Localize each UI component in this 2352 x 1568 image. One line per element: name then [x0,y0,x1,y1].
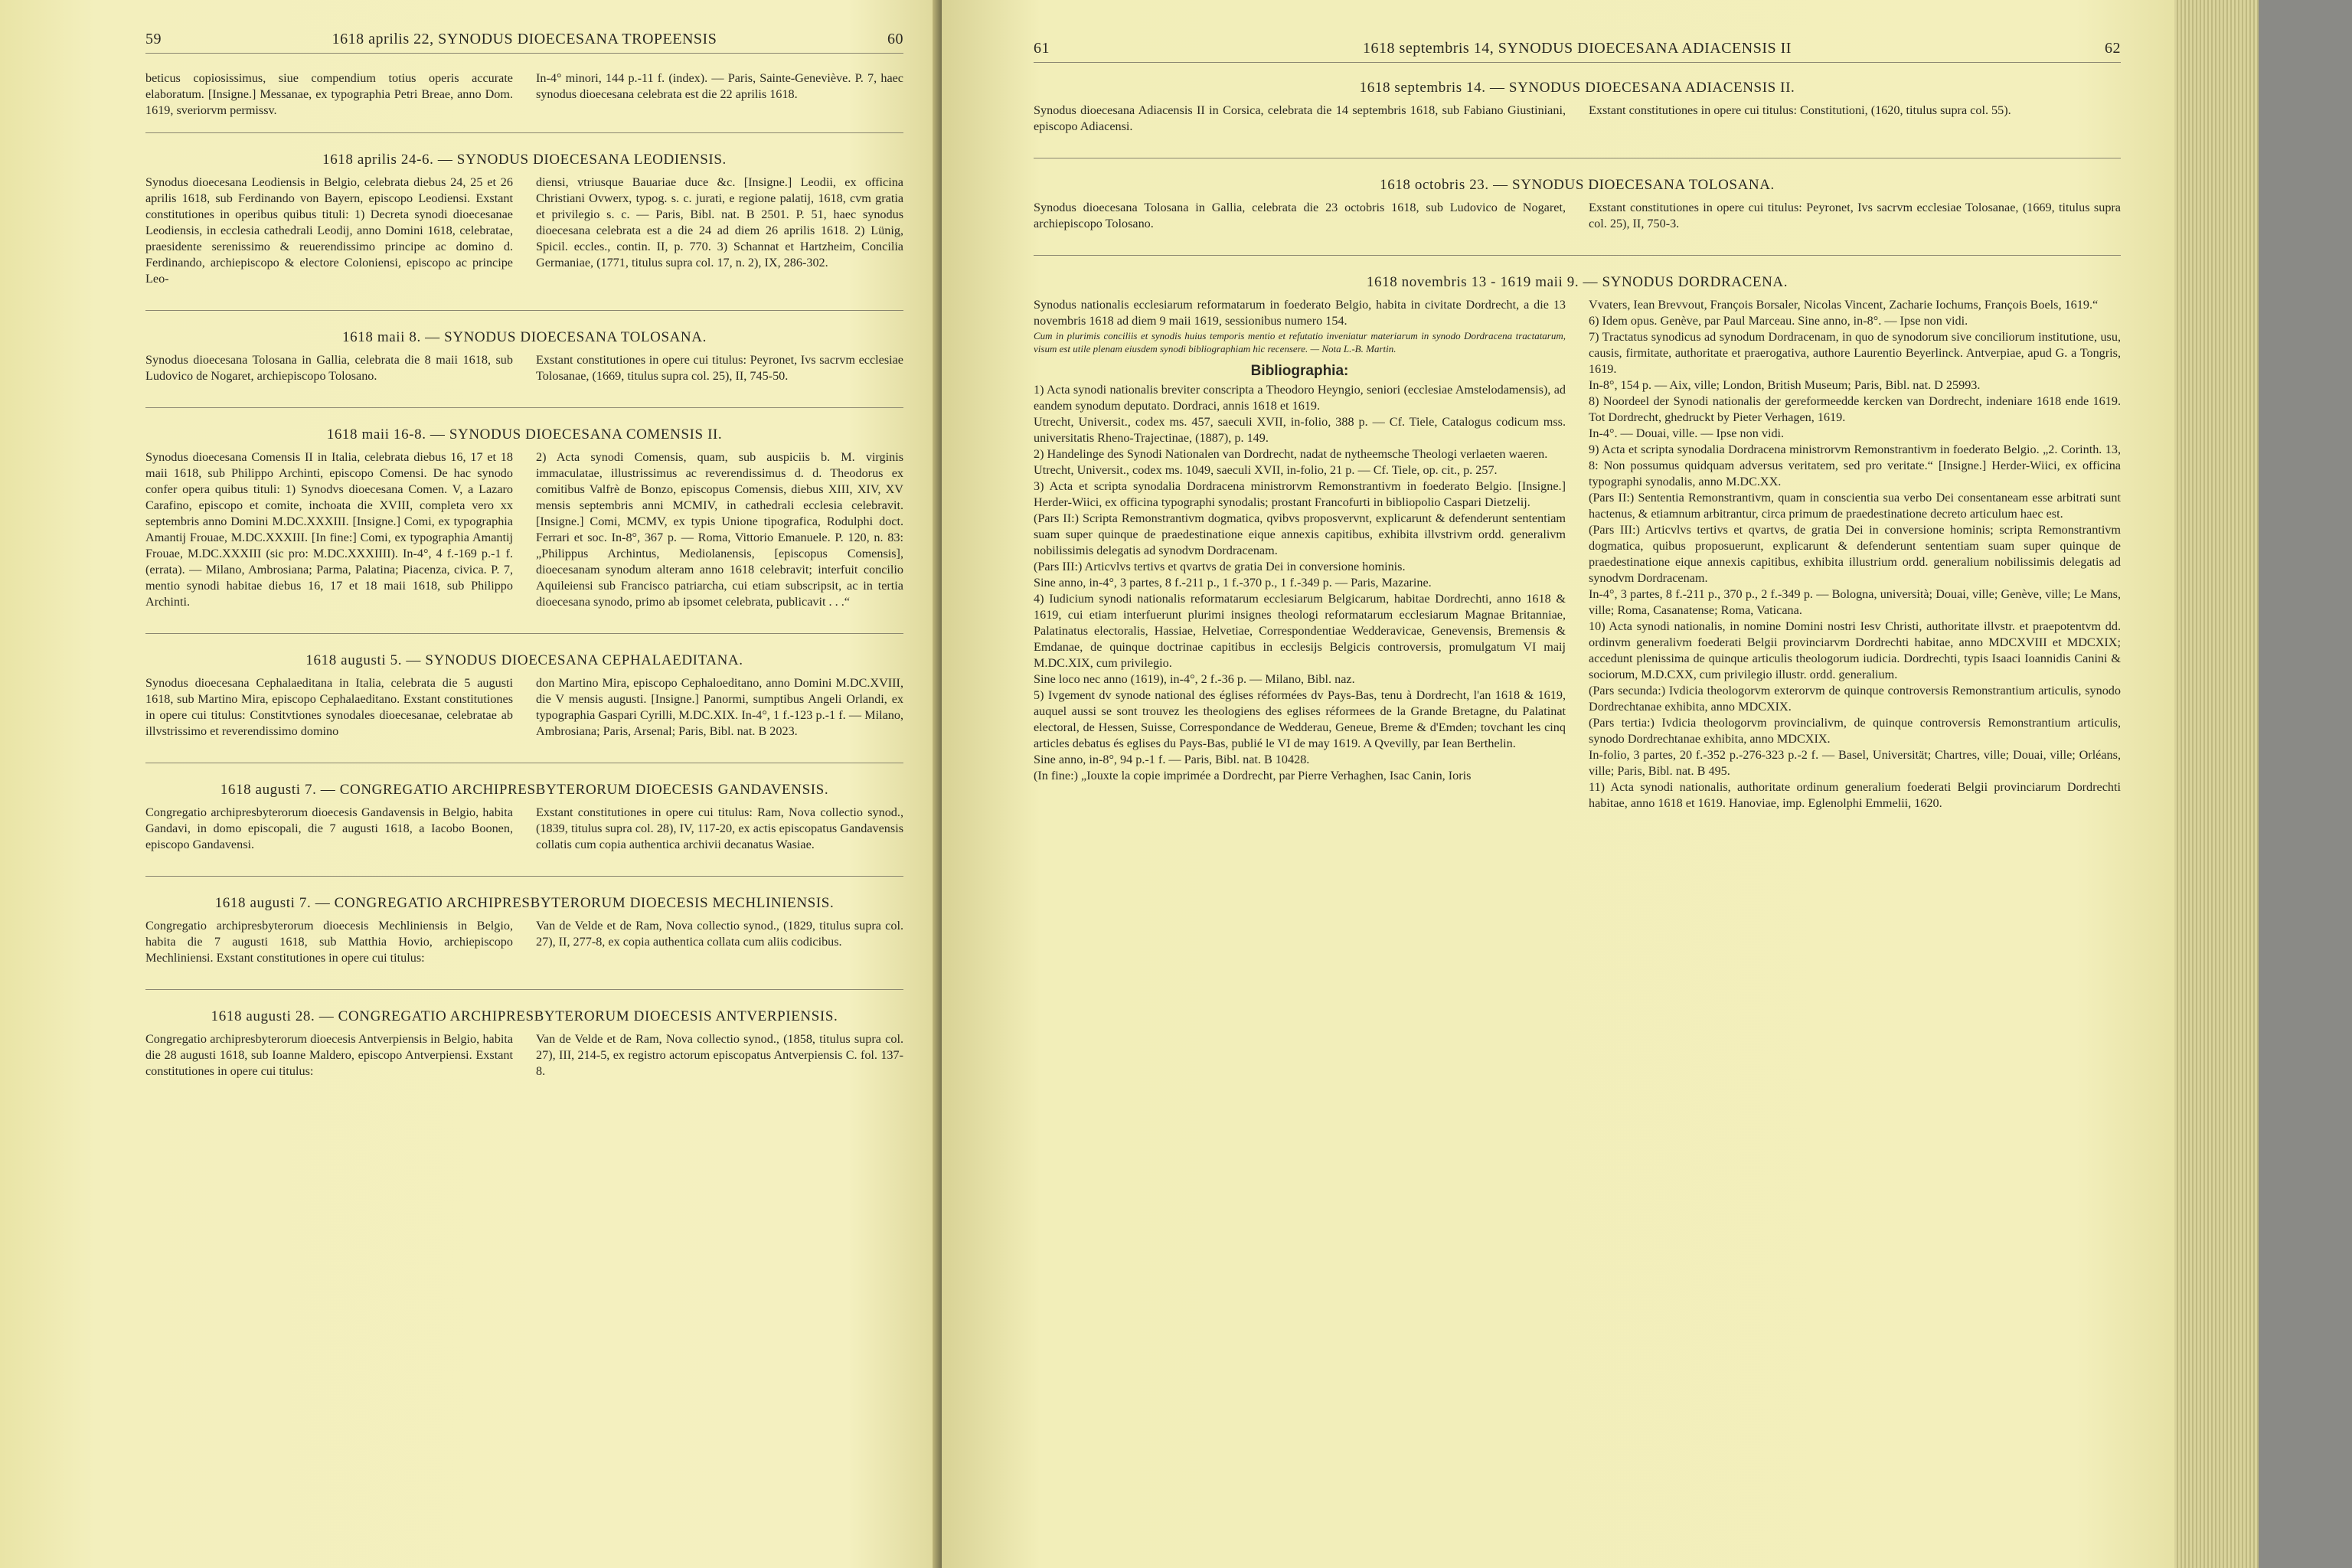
bibliography-item: 10) Acta synodi nationalis, in nomine Domini nostri Iesv Christi, authoritate illvstr. et praepotentvm dd. ordinvm generalivm foederati Belgii provinciarvm Dordrechti habitae, anno MDCXVIII et MDCXIX; accedunt plenissima de quinque articulis theologorum iudicia. Dordrechti, typis Isaaci Ioannidis Canini & sociorum, M.D.CXX, cum privilegio illustr. ordd. generalium. [1589,619,2121,681]
bibliography-item: Sine anno, in-8°, 94 p.-1 f. — Paris, Bibl. nat. B 10428. [1034,753,1310,766]
entry [145,652,903,740]
page-number: 61 [1034,40,1050,57]
text-column: Exstant constitutiones in opere cui titulus: Peyronet, Ivs sacrvm ecclesiae Tolosanae, (1669, titulus supra col. 25), II, 750-3. [1589,201,2121,230]
bibliography-item: In-4°, 3 partes, 8 f.-211 p., 370 p., 2 f.-349 p. — Bologna, università; Douai, ville; Genève, ville; Le Mans, ville; Roma, Casanatense; Roma, Vaticana. [1589,587,2121,617]
entry-title: 1618 maii 8. — SYNODUS DIOECESANA TOLOSANA. [342,329,707,345]
bibliography-item: 11) Acta synodi nationalis, authoritate ordinum generalium foederati Belgii provinciarum Dordrechti habitae, anno 1618 et 1619. Hanoviae, imp. Eglenolphi Emmelii, 1620. [1589,780,2121,810]
entry-title: 1618 aprilis 24-6. — SYNODUS DIOECESANA LEODIENSIS. [322,152,727,168]
text-column [1034,297,1566,812]
text-column: Congregatio archipresbyterorum dioecesis Antverpiensis in Belgio, habita die 28 augusti 1618, sub Ioanne Maldero, episcopo Antverpiensi. Exstant constitutiones in opere cui titulus: [145,1032,513,1078]
bibliography-item: 7) Tractatus synodicus ad synodum Dordracenam, in quo de synodorum sive conciliorum institutione, usu, causis, firmitate, authoritate et praerogativa, authore Laurentio Beyerlinck. Antverpiae, apud G. a Tongris, 1619. [1589,330,2121,376]
text-column: don Martino Mira, episcopo Cephaloeditano, anno Domini M.DC.XVIII, die V mensis augusti. [Insigne.] Panormi, sumptibus Angeli Orlandi, ex typographia Gaspari Cyrilli, M.DC.XIX. In-4°, 1 f.-123 p.-1 f. — Milano, Ambrosiana; Paris, Arsenal; Paris, Bibl. nat. B 2023. [536,676,903,738]
bibliography-item: 3) Acta et scripta synodalia Dordracena ministrorvm Remonstrantivm in foederato Belgio. [Insigne.] Herder-Wiici, ex officina typographi synodalis; prostant Francofurti in bibliopolio Caspari Dietzelij. [1034,479,1566,509]
bibliography-right [1589,297,2121,812]
text-column: Synodus dioecesana Comensis II in Italia, celebrata diebus 16, 17 et 18 maii 1618, sub Philippo Archinti, episcopo Comensi. De hac synodo confer opera quibus tituli: 1) Synodvs dioecesana Comen. V, a Lazaro Carafino, episcopo et comite, inchoata die XVIII, completa vero xx septembris anno Domini M.DC.XXXIII. [Insigne.] Comi, ex typographia Amantij Frouae, M.DC.XXXIII. [In fine:] Comi, ex typographia Amantij Frouae, M.DC.XXXIII (sic pro: M.DC.XXXIIII). In-4°, 4 f.-169 p.-1 f. (errata). — Milano, Ambrosiana; Parma, Palatina; Piacenza, civica. P. 7, mentio synodi habitae diebus 16, 17 et 18 maii 1618, sub Philippo Archinti. [145,450,513,609]
entry [145,782,903,853]
right-page [942,0,2174,1568]
text-column: Synodus dioecesana Cephalaeditana in Italia, celebrata die 5 augusti 1618, sub Martino Mira, episcopo Cephalaeditano. Exstant constitutiones in opere cui titulus: Constitvtiones synodales dioecesanae, celebratae ab illvstrissimo et reverendissimo domino [145,676,513,738]
bibliography-item: (Pars III:) Articvlvs tertivs et qvartvs de gratia Dei in conversione hominis. [1034,560,1406,573]
bibliography-item: (Pars II:) Sententia Remonstrantivm, quam in conscientia sua verbo Dei consentaneam esse arbitrati sunt hactenus, & etiamnum arbitrantur, circa primum de praedestinatione decreto articulum haec est. [1589,491,2121,521]
entry-title: 1618 augusti 7. — CONGREGATIO ARCHIPRESBYTERORUM DIOECESIS GANDAVENSIS. [220,782,829,798]
running-head-right [1034,40,2121,63]
bibliography-item: (Pars tertia:) Ivdicia theologorvm provincialivm, de quinque controversis Remonstrantium articulis, synodo Dordrechtanae exhibita, anno MDCXIX. [1589,716,2121,746]
entry-title: 1618 augusti 28. — CONGREGATIO ARCHIPRESBYTERORUM DIOECESIS ANTVERPIENSIS. [211,1008,838,1024]
entry [145,1008,903,1080]
divider [145,989,903,990]
text-column: Synodus dioecesana Tolosana in Gallia, celebrata die 8 maii 1618, sub Ludovico de Nogaret, archiepiscopo Tolosano. [145,353,513,383]
bibliography-item: (In fine:) „Iouxte la copie imprimée a Dordrecht, par Pierre Verhaghen, Isac Canin, Ioris [1034,769,1472,782]
page-number: 60 [887,31,903,47]
text-column: Congregatio archipresbyterorum dioecesis Mechliniensis in Belgio, habita die 7 augusti 1618, sub Matthia Hovio, archiepiscopo Mechliniensi. Exstant constitutiones in opere cui titulus: [145,919,513,965]
page-number: 62 [2105,40,2121,57]
entry-title: 1618 septembris 14. — SYNODUS DIOECESANA ADIACENSIS II. [1359,80,1795,96]
entry-title: 1618 augusti 7. — CONGREGATIO ARCHIPRESBYTERORUM DIOECESIS MECHLINIENSIS. [214,895,835,911]
note-signature: — Nota L.-B. Martin. [1310,343,1396,354]
text-column: diensi, vtriusque Bauariae duce &c. [Insigne.] Leodii, ex officina Christiani Ovwerx, typog. s. c. jurati, e regione palatij, 1618, cvm gratia et privilegio s. c. — Paris, Bibl. nat. B 2501. P. 51, haec synodus dioecesana celebrata est a die 24 ad diem 26 aprilis 1618. 2) Lünig, Spicil. eccles., contin. II, p. 770. 3) Schannat et Hartzheim, Concilia Germaniae, (1771, titulus supra col. 17, n. 2), IX, 286-302. [536,175,903,270]
paragraph: Synodus nationalis ecclesiarum reformatarum in foederato Belgio, habita in civitate Dordrecht, a die 13 novembris 1618 ad diem 9 maii 1619, sessionibus numero 154. [1034,298,1566,328]
bibliography-item: Utrecht, Universit., codex ms. 1049, saeculi XVII, in-folio, 21 p. — Cf. Tiele, op. cit., p. 257. [1034,463,1498,477]
divider [1034,255,2121,256]
text-column: Congregatio archipresbyterorum dioecesis Gandavensis in Belgio, habita Gandavi, in domo episcopali, die 7 augusti 1618, a Iacobo Boonen, episcopo Gandavensi. [145,805,513,851]
bibliography-item: (Pars II:) Scripta Remonstrantivm dogmatica, qvibvs proposvervnt, explicarunt & defenderunt sententiam suam super quinque de praedestinatione eique annexis capitibus, exhibita illvstrivm ordd. generalivm nobilissimis delegatis ad synodvm Dordracenam. [1034,511,1566,557]
entry [145,329,903,384]
entry-title: 1618 novembris 13 - 1619 maii 9. — SYNODUS DORDRACENA. [1366,274,1788,290]
divider [145,132,903,133]
bibliography-item: 6) Idem opus. Genève, par Paul Marceau. Sine anno, in-8°. — Ipse non vidi. [1589,314,1968,328]
section-heading: Bibliographia: [1250,363,1349,379]
page-number: 59 [145,31,162,47]
bibliography-item: 1) Acta synodi nationalis breviter conscripta a Theodoro Heyngio, seniori (ecclesiae Amstelodamensis), ad eandem synodum deputato. Dordraci, annis 1618 et 1619. [1034,383,1566,413]
text-column: Van de Velde et de Ram, Nova collectio synod., (1858, titulus supra col. 27), III, 214-5, ex registro actorum episcopatus Antverpiensis C. fol. 137-8. [536,1032,903,1078]
text-column: Synodus dioecesana Leodiensis in Belgio, celebrata diebus 24, 25 et 26 aprilis 1618, sub Ferdinando von Bayern, episcopo Leodiensi. Exstant constitutiones in operibus quibus tituli: 1) Decreta synodi dioecesanae Leodiensis, in ecclesia cathedrali Leodij, anno Domini 1618, celebratae, praesidente serenissimo & reuerendissimo principe ac domino d. Ferdinando, archiepiscopo & electore Coloniensi, episcopo ac principe Leo- [145,175,513,286]
bibliography-item: 5) Ivgement dv synode national des églises réformées dv Pays-Bas, tenu à Dordrecht, l'an 1618 & 1619, auquel aussi se sont trouvez les theologiens des eglises réformees de la Grande Bretagne, du Palatinat electoral, de Hessen, Suisse, Correspondance de Wedderau, Geneue, Breme & d'Emden; tovchant les cinq articles debatus és eglises du Pays-Bas, publié le VI de may 1619. A Qvevilly, par Iean Berthelin. [1034,688,1566,750]
bibliography-item: Utrecht, Universit., codex ms. 457, saeculi XVII, in-folio, 388 p. — Cf. Tiele, Catalogus codicum mss. universitatis Rheno-Trajectinae, (1887), p. 149. [1034,415,1566,445]
bibliography-item: Sine loco nec anno (1619), in-4°, 2 f.-36 p. — Milano, Bibl. naz. [1034,672,1355,686]
book-cover [2259,0,2352,1568]
running-title: 1618 septembris 14, SYNODUS DIOECESANA ADIACENSIS II [1363,40,1792,57]
entry-title: 1618 augusti 5. — SYNODUS DIOECESANA CEPHALAEDITANA. [305,652,743,668]
bibliography-item: 2) Handelinge des Synodi Nationalen van Dordrecht, nadat de nytheemsche Theologi verlaeten waeren. [1034,447,1548,461]
bibliography-item: (Pars secunda:) Ivdicia theologorvm exterorvm de quinque controversis Remonstrantium articulis, synodo Dordrechtanae exhibita, anno MDCXIX. [1589,684,2121,714]
entry [145,152,903,287]
bibliography-item: (Pars III:) Articvlvs tertivs et qvartvs, de gratia Dei in conversione hominis; scripta Remonstrantivm dogmatica, quibus proposuerunt, explicarunt & defenderunt sententiam suam super quinque de praedestinatione eique annexis capitibus, exhibita illustrium ordd. generalium nobilissimis delegatis ad synodvm Dordracenam. [1589,523,2121,585]
text-column: Van de Velde et de Ram, Nova collectio synod., (1829, titulus supra col. 27), II, 277-8, ex copia authentica collata cum aliis codicibus. [536,919,903,949]
note [1034,329,1566,355]
text-column: 2) Acta synodi Comensis, quam, sub auspiciis b. M. virginis immaculatae, illustrissimus ac reverendissimus d. d. Theodorus ex comitibus Valfrè de Bonzo, episcopus Comensis, diebus XIII, XIV, XV mensis septembris anni MCMIV, in cathedrali ecclesia celebravit. [Insigne.] Comi, MCMV, ex typis Unione tipografica, Rodulphi doct. Ferrari et soc. In-8°, 367 p. — Roma, Vittorio Emanuele. P. 120, n. 83: „Philippus Archintus, Mediolanensis, [episcopus Comensis], dioecesanam synodum alteram anno 1618 celebravit; interfuit concilio Aquileiensi sub Francisco patriarcha, cui etiam subscripsit, ac in tertia dioecesana synodo, primo ab ipsomet celebrata, publicavit . . .“ [536,450,903,609]
entry-dordracena [1034,274,2121,812]
divider [145,407,903,408]
entry-title: 1618 octobris 23. — SYNODUS DIOECESANA TOLOSANA. [1380,177,1775,193]
text-column: Synodus dioecesana Tolosana in Gallia, celebrata die 23 octobris 1618, sub Ludovico de Nogaret, archiepiscopo Tolosano. [1034,201,1566,230]
entry [145,426,903,610]
divider [145,310,903,311]
bibliography-left [1034,382,1566,784]
bibliography-item: In-folio, 3 partes, 20 f.-352 p.-276-323 p.-2 f. — Basel, Universität; Chartres, ville; Douai, ville; Orléans, ville; Paris, Bibl. nat. B 495. [1589,748,2121,778]
text-column: Synodus dioecesana Adiacensis II in Corsica, celebrata die 14 septembris 1618, sub Fabiano Giustiniani, episcopo Adiacensi. [1034,103,1566,133]
entry-title: 1618 maii 16-8. — SYNODUS DIOECESANA COMENSIS II. [326,426,723,443]
text-column: Exstant constitutiones in opere cui titulus: Constitutioni, (1620, titulus supra col. 55). [1589,103,2011,117]
left-page [0,0,942,1568]
entry [1034,80,2121,135]
bibliography-item: In-8°, 154 p. — Aix, ville; London, British Museum; Paris, Bibl. nat. D 25993. [1589,378,1981,392]
bibliography-item: 8) Noordeel der Synodi nationalis der gereformeedde kercken van Dordrecht, indeniare 1618 ende 1619. Tot Dordrecht, ghedruckt by Pieter Verhagen, 1619. [1589,394,2121,424]
text-column: beticus copiosissimus, siue compendium totius operis accurate elaboratum. [Insigne.] Messanae, ex typographia Petri Breae, anno Dom. 1619, sveriorvm permissv. [145,71,513,117]
continuation [145,70,903,119]
divider [145,876,903,877]
text-column: Exstant constitutiones in opere cui titulus: Ram, Nova collectio synod., (1839, titulus supra col. 28), IV, 117-20, ex actis episcopatus Gandavensis collatis cum copia authentica archivii decanatus Wasiae. [536,805,903,851]
bibliography-item: Vvaters, Iean Brevvout, François Borsaler, Nicolas Vincent, Zacharie Iochums, François Boels, 1619.“ [1589,298,2099,312]
running-head-left [145,31,903,54]
note-text: Cum in plurimis conciliis et synodis huius temporis mentio et refutatio inveniatur materiarum in synodo Dordracena tractatarum, visum est utile plenam eiusdem synodi bibliographiam hic recensere. [1034,330,1566,354]
bibliography-item: 4) Iudicium synodi nationalis reformatarum ecclesiarum Belgicarum, habitae Dordrechti, anno 1618 & 1619, cui etiam interfuerunt plurimi insignes theologi reformatarum ecclesiarum Magnae Britanniae, Palatinatus electoralis, Hassiae, Helvetiae, Correspondentiae Wedderavicae, Genevensis, Bremensis & Emdanae, de quinque doctrinae capitibus in ecclesijs Belgicis controversis, promulgatum VI maij M.DC.XIX, cum privilegio. [1034,592,1566,670]
bibliography-item: In-4°. — Douai, ville. — Ipse non vidi. [1589,426,1785,440]
running-title: 1618 aprilis 22, SYNODUS DIOECESANA TROPEENSIS [332,31,717,47]
text-column: Exstant constitutiones in opere cui titulus: Peyronet, Ivs sacrvm ecclesiae Tolosanae, (1669, titulus supra col. 25), II, 745-50. [536,353,903,383]
entry [1034,177,2121,232]
page-stack-edge [2174,0,2259,1568]
text-column: In-4° minori, 144 p.-11 f. (index). — Paris, Sainte-Geneviève. P. 7, haec synodus dioecesana celebrata est die 22 aprilis 1618. [536,71,903,101]
divider [145,633,903,634]
entry [145,895,903,966]
bibliography-item: 9) Acta et scripta synodalia Dordracena ministrorvm Remonstrantivm in foederato Belgio. „2. Corinth. 13, 8: Non possumus quidquam adversus veritatem, sed pro veritate.“ [Insigne.] Herder-Wiici, ex officina typographi synodalis, anno M.DC.XX. [1589,443,2121,488]
bibliography-item: Sine anno, in-4°, 3 partes, 8 f.-211 p., 1 f.-370 p., 1 f.-349 p. — Paris, Mazarine. [1034,576,1432,590]
